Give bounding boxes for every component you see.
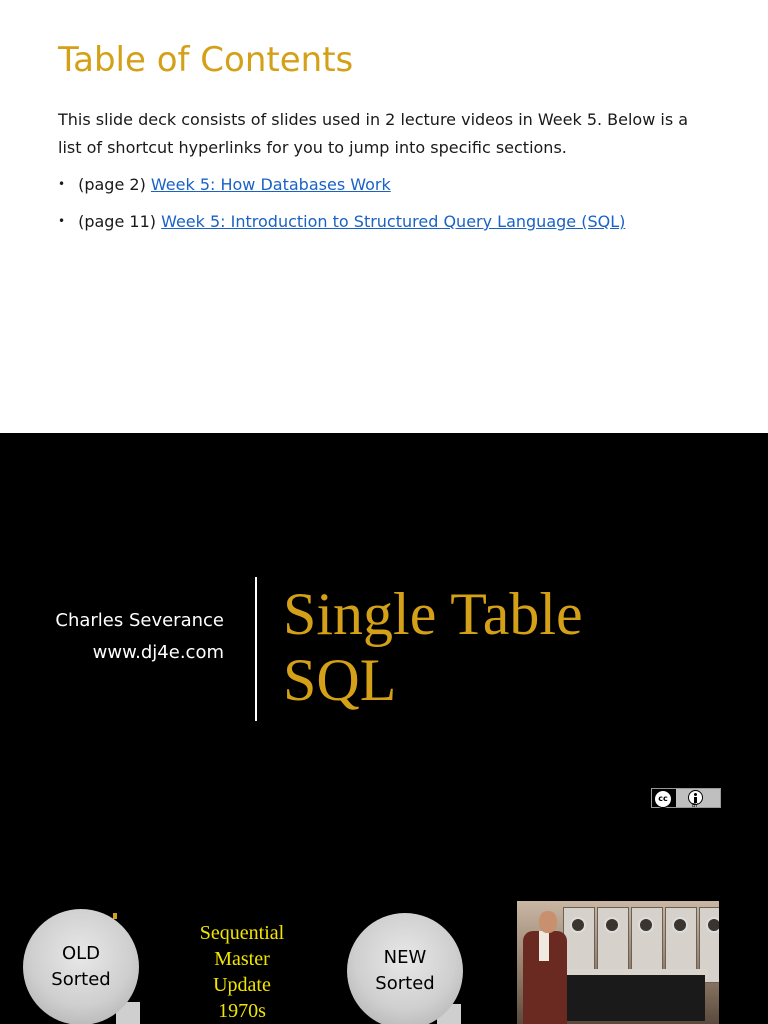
toc-title: Table of Contents [58,40,354,80]
author-name: Charles Severance [55,610,224,631]
author-block [55,605,224,669]
title-divider [255,577,257,721]
mainframe-photo [517,901,719,1024]
toc-slide [0,0,768,433]
cc-icon: cc [654,790,672,808]
seq-line: Update [213,974,271,996]
disk-label: Sorted [51,969,111,990]
toc-item [58,175,391,194]
sequential-master-update-text [182,920,302,1024]
next-slide-partial [0,900,768,1024]
tape-reel-icon [638,917,654,933]
toc-page-ref: (page 11) [78,212,156,231]
toc-item [58,212,625,231]
disk-label: NEW [383,947,427,968]
tape-reel-icon [570,917,586,933]
seq-line: 1970s [218,1000,266,1022]
slide-title-line: SQL [283,647,397,713]
toc-link-how-databases-work[interactable]: Week 5: How Databases Work [150,175,391,194]
bullet-icon: • [58,177,66,191]
by-label: BY [692,803,699,809]
bullet-icon: • [58,214,66,228]
author-website: www.dj4e.com [92,642,224,663]
tape-reel-icon [604,917,620,933]
console [555,975,705,1021]
tape-reel-icon [672,917,688,933]
toc-link-intro-to-sql[interactable]: Week 5: Introduction to Structured Query Language (SQL) [161,212,626,231]
toc-page-ref: (page 2) [78,175,146,194]
operator-head [539,911,557,933]
disk-label: OLD [61,943,101,964]
toc-intro-text: This slide deck consists of slides used in 2 lecture videos in Week 5. Below is a list of shortcut hyperlinks for you to jump into specific sections. [58,110,689,157]
new-sorted-disk-icon [347,913,463,1024]
title-slide [0,433,768,900]
slide-title [283,581,583,713]
slide-title-line: Single Table [283,581,583,647]
tape-reel-icon [706,917,719,933]
operator-shirt [539,931,549,961]
disk-label: Sorted [375,973,435,994]
seq-line: Master [214,948,270,970]
old-sorted-disk-icon [23,909,139,1024]
seq-line: Sequential [199,922,285,944]
cc-by-license-badge[interactable] [651,788,721,808]
